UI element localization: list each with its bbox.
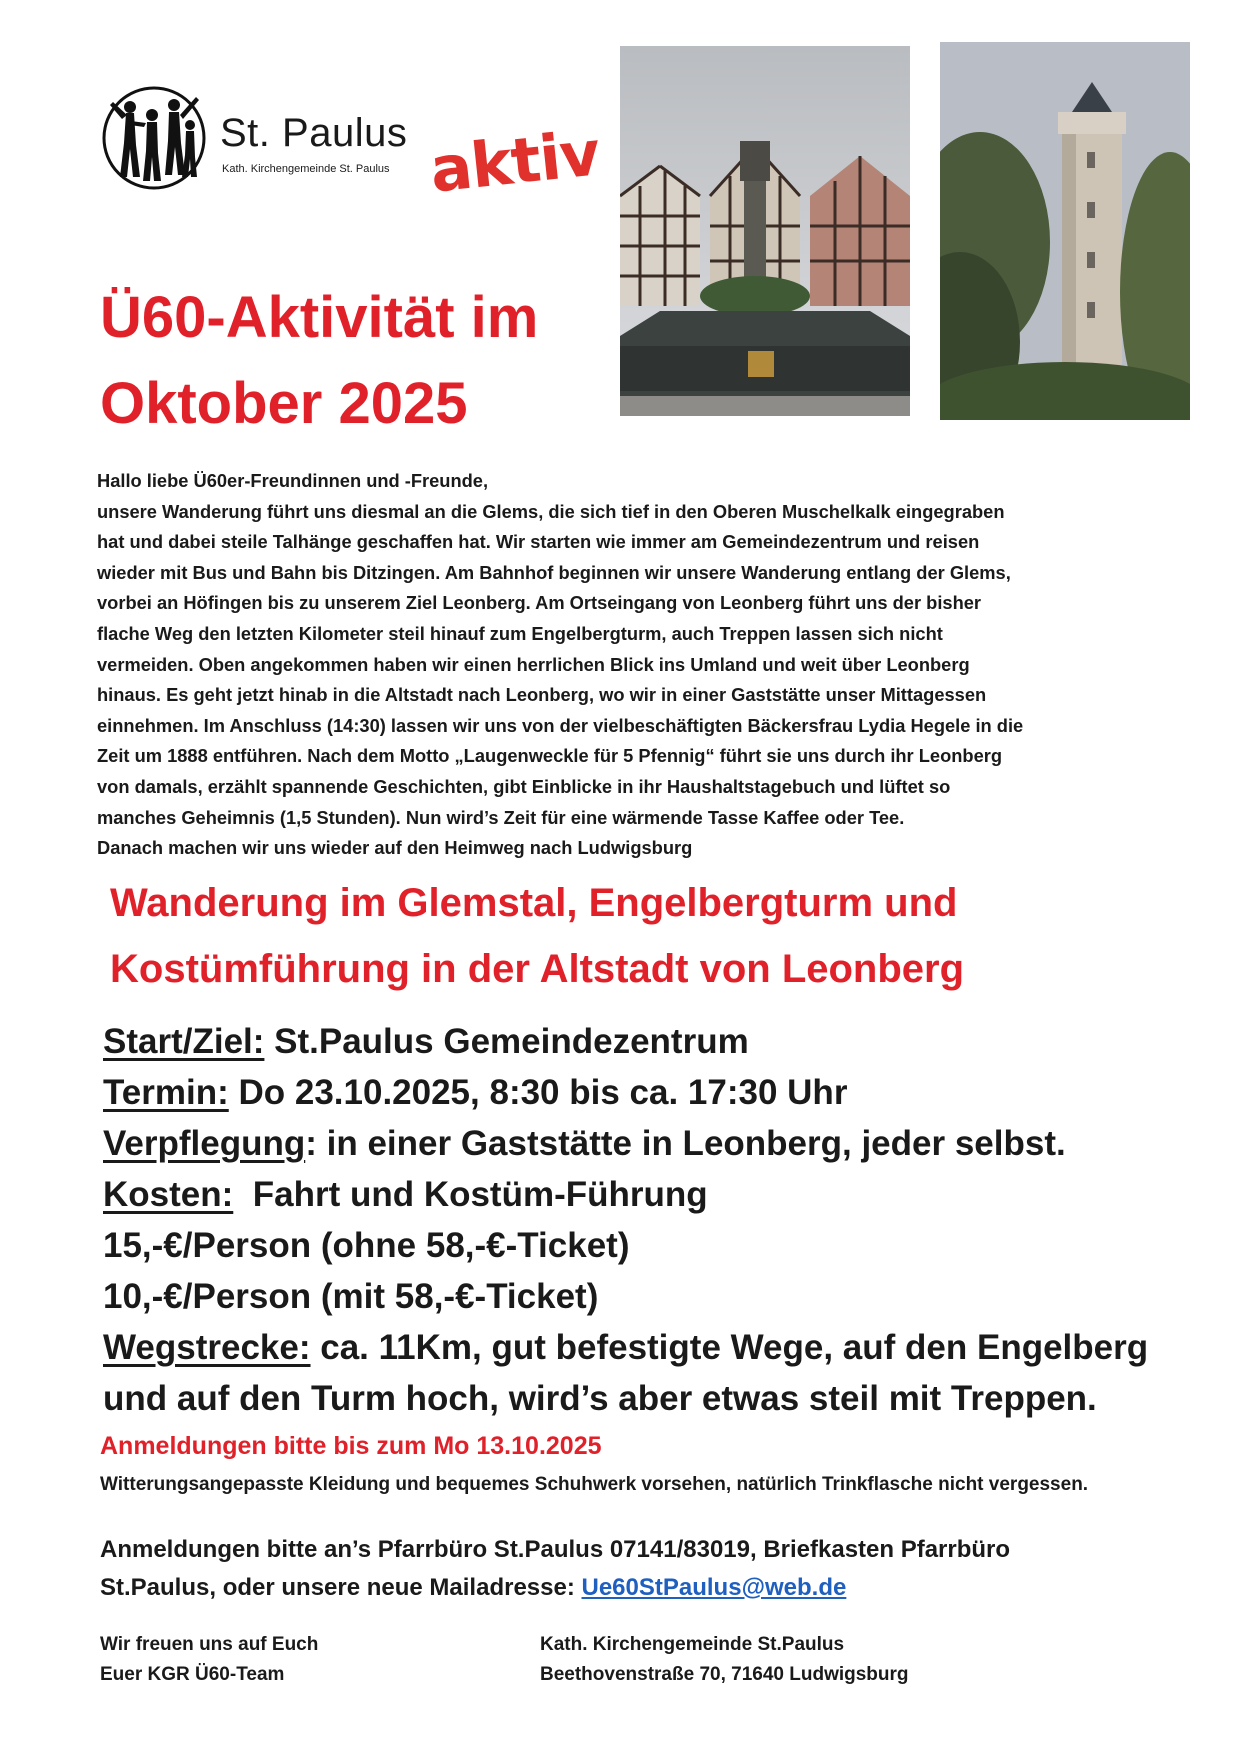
body-line: einnehmen. Im Anschluss (14:30) lassen wir uns von der vielbeschäftigten Bäckersfrau Lydia Hegele in die: [97, 714, 1024, 736]
wegstrecke-value: ca. 11Km, gut befestigte Wege, auf den Engelberg: [310, 1328, 1149, 1367]
body-line: hinaus. Es geht jetzt hinab in die Altstadt nach Leonberg, wo wir in einer Gaststätte unser Mittagessen: [97, 684, 987, 706]
kosten-label: Kosten:: [103, 1175, 234, 1214]
email-link[interactable]: Ue60StPaulus@web.de: [581, 1574, 847, 1601]
verpflegung-value: : in einer Gaststätte in Leonberg, jeder selbst.: [305, 1124, 1066, 1163]
market-fountain-photo: [620, 46, 910, 416]
body-line: vorbei an Höfingen bis zu unserem Ziel Leonberg. Am Ortseingang von Leonberg führt uns der bisher: [97, 592, 982, 614]
wegstrecke-label: Wegstrecke:: [103, 1328, 311, 1367]
event-title-line-1: Wanderung im Glemstal, Engelbergturm und: [110, 881, 958, 925]
headline-line-2: Oktober 2025: [100, 371, 468, 436]
footer-greeting: [100, 1630, 318, 1690]
start-label: Start/Ziel:: [103, 1022, 265, 1061]
body-line: von damals, erzählt spannende Geschichten, gibt Einblicke in ihr Haushaltstagebuch und lüftet so: [97, 775, 951, 797]
people-figures-icon: [100, 85, 212, 191]
termin-value: Do 23.10.2025, 8:30 bis ca. 17:30 Uhr: [228, 1073, 848, 1112]
body-line: Hallo liebe Ü60er-Freundinnen und -Freunde,: [97, 470, 489, 491]
verpflegung-row: [103, 1118, 1213, 1169]
body-line: flache Weg den letzten Kilometer steil hinauf zum Engelbergturm, auch Treppen lassen sich nicht: [97, 622, 943, 644]
contact-line-2: [100, 1569, 1180, 1607]
registration-deadline: Anmeldungen bitte bis zum Mo 13.10.2025: [100, 1432, 602, 1460]
body-line: hat und dabei steile Talhänge geschaffen hat. Wir starten wie immer am Gemeindezentrum und reisen: [97, 531, 980, 553]
verpflegung-label: Verpflegung: [103, 1124, 306, 1163]
footer-right-line-2: Beethovenstraße 70, 71640 Ludwigsburg: [540, 1664, 909, 1685]
wegstrecke-value-2: und auf den Turm hoch, wird’s aber etwas steil mit Treppen.: [103, 1379, 1097, 1418]
footer-address: [540, 1630, 909, 1690]
footer-right-line-1: Kath. Kirchengemeinde St.Paulus: [540, 1634, 845, 1655]
footer-left-line-1: Wir freuen uns auf Euch: [100, 1634, 319, 1655]
body-line: wieder mit Bus und Bahn bis Ditzingen. Am Bahnhof beginnen wir unsere Wanderung entlang der Glems,: [97, 561, 1011, 583]
kosten-value: Fahrt und Kostüm-Führung: [233, 1175, 708, 1214]
logo-subtitle: Kath. Kirchengemeinde St. Paulus: [222, 163, 390, 175]
logo-tagline: aktiv: [426, 116, 603, 207]
termin-label: Termin:: [103, 1073, 229, 1112]
body-line: unsere Wanderung führt uns diesmal an die Glems, die sich tief in den Oberen Muschelkalk eingegraben: [97, 500, 1005, 522]
contact-info: [100, 1531, 1180, 1607]
contact-line-1: Anmeldungen bitte an’s Pfarrbüro St.Paulus 07141/83019, Briefkasten Pfarrbüro: [100, 1536, 1011, 1563]
event-title: [110, 870, 1190, 1002]
contact-line-2-prefix: St.Paulus, oder unsere neue Mailadresse:: [100, 1574, 582, 1601]
logo: [100, 85, 603, 207]
engelberg-tower-photo: [940, 42, 1190, 420]
body-line: manches Geheimnis (1,5 Stunden). Nun wird’s Zeit für eine wärmende Tasse Kaffee oder Tee.: [97, 806, 905, 828]
body-line: Zeit um 1888 entführen. Nach dem Motto „Laugenweckle für 5 Pfennig“ führt sie uns durch ihr Leonberg: [97, 745, 1003, 767]
headline-line-1: Ü60-Aktivität im: [100, 285, 539, 350]
intro-paragraph: [97, 466, 1187, 864]
start-row: [103, 1016, 1213, 1067]
logo-name: St. Paulus: [220, 111, 408, 155]
clothing-note: Witterungsangepasste Kleidung und bequemes Schuhwerk vorsehen, natürlich Trinkflasche nicht vergessen.: [100, 1474, 1089, 1495]
termin-row: [103, 1067, 1213, 1118]
price-without-ticket: 15,-€/Person (ohne 58,-€-Ticket): [103, 1226, 630, 1265]
body-line: vermeiden. Oben angekommen haben wir einen herrlichen Blick ins Umland und weit über Leonberg: [97, 653, 970, 675]
wegstrecke-row: [103, 1322, 1213, 1373]
footer-left-line-2: Euer KGR Ü60-Team: [100, 1664, 285, 1685]
price-with-ticket: 10,-€/Person (mit 58,-€-Ticket): [103, 1277, 599, 1316]
event-details: [103, 1016, 1213, 1424]
start-value: St.Paulus Gemeindezentrum: [264, 1022, 749, 1061]
kosten-row: [103, 1169, 1213, 1220]
event-title-line-2: Kostümführung in der Altstadt von Leonberg: [110, 947, 965, 991]
body-line: Danach machen wir uns wieder auf den Heimweg nach Ludwigsburg: [97, 837, 693, 859]
headline: [100, 275, 620, 447]
